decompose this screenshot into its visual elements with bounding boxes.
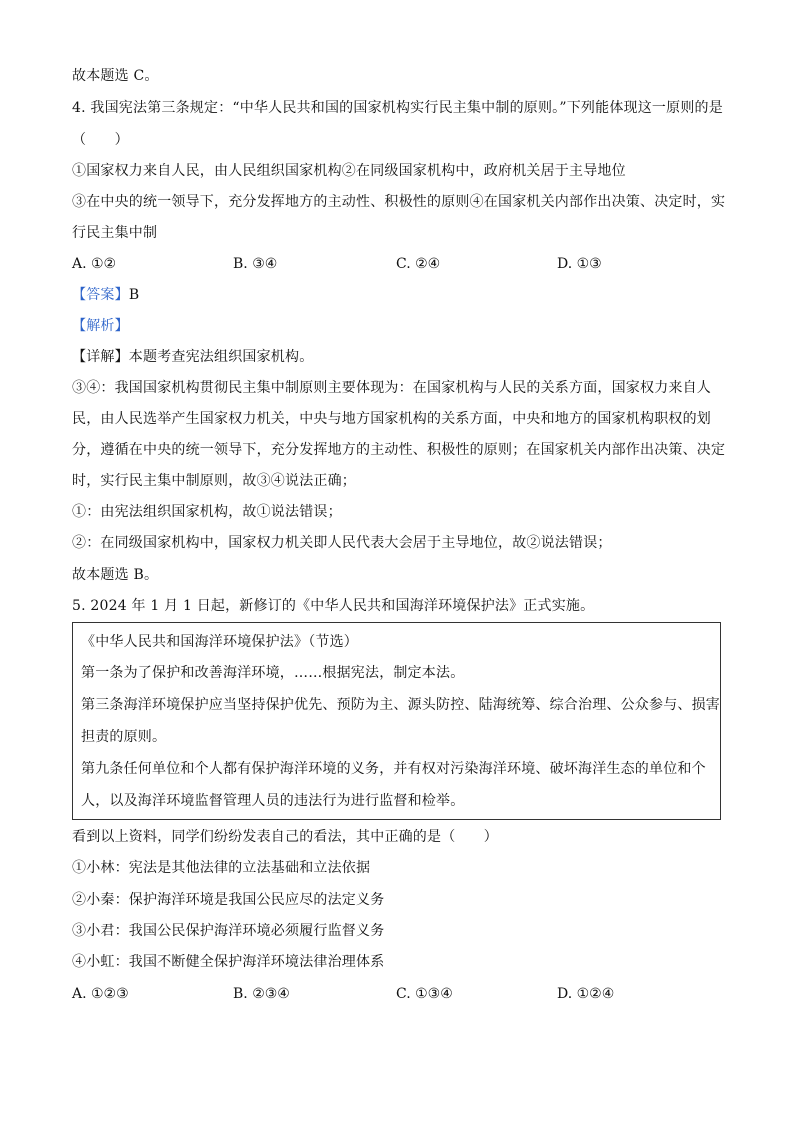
q5-option-a: A. ①②③ (72, 986, 129, 1002)
q5-item-3: ③小君：我国公民保护海洋环境必须履行监督义务 (72, 923, 385, 939)
material-article-9-line-2: 人，以及海洋环境监督管理人员的违法行为进行监督和检举。 (81, 793, 465, 809)
material-title: 《中华人民共和国海洋环境保护法》（节选） (81, 634, 358, 650)
answer-tag: 【答案】 (72, 287, 129, 303)
q5-question: 看到以上资料，同学们纷纷发表自己的看法，其中正确的是（ ） (72, 829, 498, 845)
q4-items-line-2: ③在中央的统一领导下，充分发挥地方的主动性、积极性的原则④在国家机关内部作出决策、决定时，实 (72, 194, 726, 210)
q5-item-2: ②小秦：保护海洋环境是我国公民应尽的法定义务 (72, 892, 385, 908)
material-article-1: 第一条为了保护和改善海洋环境，……根据宪法，制定本法。 (81, 665, 465, 681)
q4-option-a: A. ①② (72, 256, 117, 272)
q4-conclusion: 故本题选 B。 (72, 567, 159, 583)
q4-option-d: D. ①③ (557, 256, 602, 272)
q4-answer (72, 285, 139, 305)
q5-material-box (72, 622, 721, 820)
q4-blank: （ ） (72, 132, 129, 148)
material-article-9-line-1: 第九条任何单位和个人都有保护海洋环境的义务，并有权对污染海洋环境、破坏海洋生态的单位和个 (81, 761, 706, 777)
material-article-3-line-1: 第三条海洋环境保护应当坚持保护优先、预防为主、源头防控、陆海统筹、综合治理、公众参与、损害 (81, 697, 720, 713)
q5-option-b: B. ②③④ (233, 986, 290, 1002)
q4-option-c: C. ②④ (396, 256, 441, 272)
q4-items-line-3: 行民主集中制 (72, 225, 158, 241)
q5-option-c: C. ①③④ (396, 986, 453, 1002)
analysis-tag: 【解析】 (72, 318, 129, 334)
q4-explain-2: 民，由人民选举产生国家权力机关，中央与地方国家机构的关系方面，中央和地方的国家机构职权的划 (72, 411, 711, 427)
q4-detail: 【详解】本题考查宪法组织国家机构。 (72, 349, 314, 365)
q5-option-d: D. ①②④ (557, 986, 615, 1002)
q4-analysis (72, 316, 129, 336)
q4-explain-1: ③④：我国国家机构贯彻民主集中制原则主要体现为：在国家机构与人民的关系方面，国家权力来自人 (72, 380, 711, 396)
q4-explain-3: 分，遵循在中央的统一领导下，充分发挥地方的主动性、积极性的原则；在国家机关内部作出决策、决定 (72, 442, 726, 458)
q5-item-1: ①小林：宪法是其他法律的立法基础和立法依据 (72, 860, 371, 876)
q4-items-line-1: ①国家权力来自人民，由人民组织国家机构②在同级国家机构中，政府机关居于主导地位 (72, 163, 626, 179)
q4-explain-5: ①：由宪法组织国家机构，故①说法错误； (72, 504, 342, 520)
q4-stem: 4. 我国宪法第三条规定：“中华人民共和国的国家机构实行民主集中制的原则。”下列能体现这一原则的是 (72, 100, 723, 116)
answer-value: B (128, 287, 140, 303)
q4-explain-4: 时，实行民主集中制原则，故③④说法正确； (72, 473, 356, 489)
previous-conclusion: 故本题选 C。 (72, 68, 159, 84)
q4-option-b: B. ③④ (233, 256, 278, 272)
q5-item-4: ④小虹：我国不断健全保护海洋环境法律治理体系 (72, 954, 385, 970)
q4-explain-6: ②：在同级国家机构中，国家权力机关即人民代表大会居于主导地位，故②说法错误； (72, 535, 612, 551)
material-article-3-line-2: 担责的原则。 (81, 729, 167, 745)
q5-stem: 5. 2024 年 1 月 1 日起，新修订的《中华人民共和国海洋环境保护法》正式实施。 (72, 598, 595, 614)
